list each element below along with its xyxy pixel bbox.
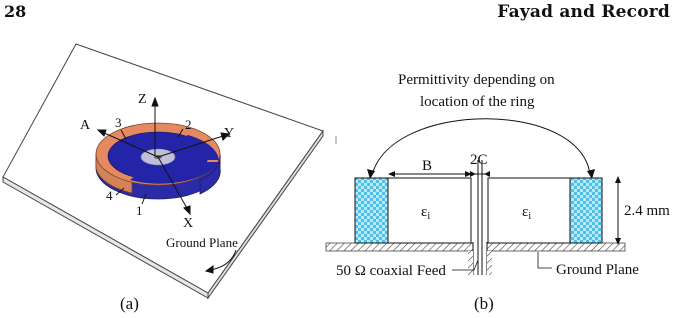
- running-header-authors: Fayad and Record: [497, 2, 670, 22]
- port-3-label: 3: [115, 115, 122, 130]
- eps-right-subscript: i: [528, 211, 532, 222]
- left-ring-checkered: [355, 178, 388, 243]
- feed-label: 50 Ω coaxial Feed: [336, 263, 446, 279]
- port-1-label: 1: [136, 203, 143, 218]
- port-4-label: 4: [106, 188, 113, 203]
- axis-a-label: A: [80, 118, 91, 133]
- figure-a-caption: (a): [120, 294, 139, 313]
- eps-left-subscript: i: [427, 211, 431, 222]
- coax-hatch-right: [487, 251, 492, 275]
- port-2-label: 2: [185, 117, 192, 132]
- ground-plane-left: [326, 243, 473, 251]
- eps-left-symbol: ε: [421, 204, 428, 220]
- dimension-2c-arrow-right: [484, 171, 490, 177]
- ground-plane-label-b: Ground Plane: [556, 262, 639, 278]
- figure-b-cross-section: [322, 60, 674, 292]
- permittivity-text-line1: Permittivity depending on: [398, 72, 555, 88]
- eps-right-symbol: ε: [522, 204, 529, 220]
- ground-plane-right: [487, 243, 625, 251]
- dimension-2c-arrow-left: [470, 171, 476, 177]
- figure-b-caption: (b): [474, 294, 494, 313]
- figure-a-3d-antenna: [0, 30, 330, 318]
- label-2c: 2C: [470, 152, 488, 168]
- label-b: B: [422, 158, 433, 174]
- permittivity-text-line2: location of the ring: [420, 94, 535, 110]
- axis-x-label: X: [183, 216, 194, 231]
- height-arrow-top: [615, 176, 621, 183]
- axis-z-label: Z: [138, 92, 147, 107]
- ground-plane-label-a: Ground Plane: [166, 235, 238, 250]
- coax-hatch-left: [468, 251, 473, 275]
- height-label: 2.4 mm: [624, 203, 670, 219]
- right-ring-checkered: [570, 178, 602, 243]
- dimension-b-arrow-left: [388, 171, 395, 177]
- page-number: 28: [4, 2, 27, 21]
- ground-leader: [538, 252, 552, 268]
- feed-leader: [452, 260, 478, 270]
- axis-y-label: Y: [224, 126, 235, 141]
